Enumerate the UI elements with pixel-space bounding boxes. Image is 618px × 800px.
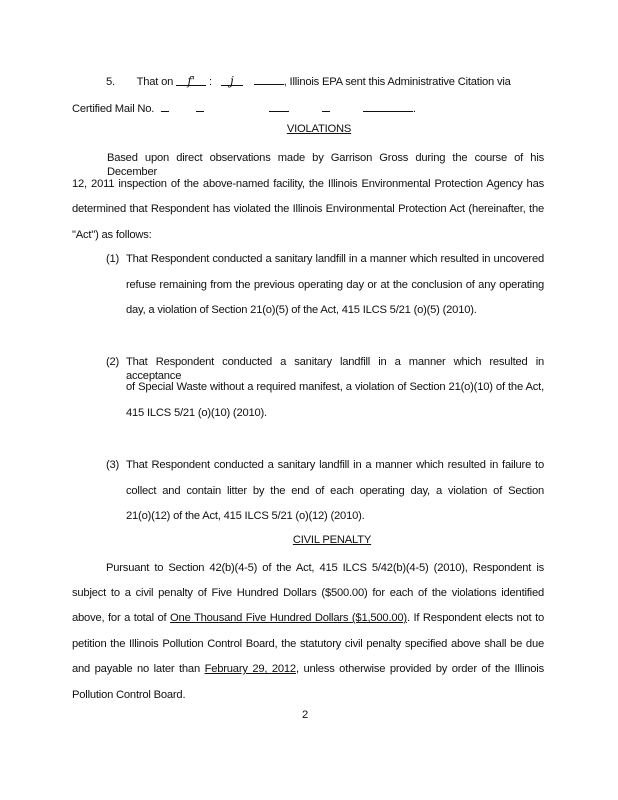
certified-mail-label: Certified Mail No. bbox=[72, 103, 155, 115]
civil-penalty-line-3-pre: above, for a total of bbox=[72, 612, 167, 624]
violation-3-line-1: That Respondent conducted a sanitary landfill in a manner which resulted in failure to bbox=[126, 459, 544, 471]
date-separator: : bbox=[208, 76, 212, 88]
violation-3-line-3: 21(o)(12) of the Act, 415 ILCS 5/21 (o)(12) (2010). bbox=[126, 510, 365, 522]
date-blank-2 bbox=[221, 74, 243, 86]
that-on-text: That on bbox=[136, 76, 174, 88]
handwritten-date-1: f' bbox=[187, 74, 195, 88]
after-date-text: , Illinois EPA sent this Administrative Citation via bbox=[283, 76, 511, 88]
certified-number-blank-2 bbox=[196, 100, 204, 112]
violation-1-line-2: refuse remaining from the previous operating day or at the conclusion of any operating bbox=[126, 279, 544, 291]
violation-2-label: (2) bbox=[106, 356, 120, 368]
violations-intro-line-4: "Act") as follows: bbox=[72, 229, 152, 241]
violation-3-line-2: collect and contain litter by the end of each operating day, a violation of Section bbox=[126, 485, 544, 497]
civil-penalty-heading: CIVIL PENALTY bbox=[292, 534, 372, 546]
certified-number-blank-1 bbox=[161, 100, 169, 112]
handwritten-date-2: j bbox=[230, 74, 234, 88]
certified-number-handwriting bbox=[269, 100, 289, 112]
civil-penalty-line-3 bbox=[72, 611, 544, 625]
violation-2-line-3: 415 ILCS 5/21 (o)(10) (2010). bbox=[126, 407, 267, 419]
civil-penalty-line-4: petition the Illinois Pollution Control Board, the statutory civil penalty specified above shall be due bbox=[72, 638, 544, 650]
civil-penalty-line-1: Pursuant to Section 42(b)(4-5) of the Act, 415 ILCS 5/42(b)(4-5) (2010), Respondent is bbox=[106, 562, 544, 574]
violation-1-line-3: day, a violation of Section 21(o)(5) of the Act, 415 ILCS 5/21 (o)(5) (2010). bbox=[126, 304, 477, 316]
paragraph-5-line-1 bbox=[106, 73, 546, 89]
violations-intro-line-1: Based upon direct observations made by Garrison Gross during the course of his December bbox=[107, 152, 544, 178]
civil-penalty-line-5 bbox=[72, 662, 544, 676]
violations-intro-line-2: 12, 2011 inspection of the above-named facility, the Illinois Environmental Protection Agency has bbox=[72, 178, 544, 190]
violations-heading: VIOLATIONS bbox=[286, 123, 352, 135]
date-blank-3 bbox=[254, 73, 284, 85]
civil-penalty-line-5-pre: and payable no later than bbox=[72, 663, 200, 675]
violation-1-label: (1) bbox=[106, 253, 120, 265]
civil-penalty-due-date: February 29, 2012 bbox=[204, 663, 296, 675]
civil-penalty-line-5-post: , unless otherwise provided by order of the Illinois bbox=[295, 663, 544, 675]
civil-penalty-line-2: subject to a civil penalty of Five Hundred Dollars ($500.00) for each of the violations identified bbox=[72, 587, 544, 599]
date-blank-1 bbox=[176, 74, 206, 86]
violation-3-label: (3) bbox=[106, 459, 120, 471]
certified-end-punct: . bbox=[412, 103, 416, 115]
civil-penalty-line-6: Pollution Control Board. bbox=[72, 689, 186, 701]
paragraph-number: 5. bbox=[106, 76, 115, 88]
civil-penalty-total: One Thousand Five Hundred Dollars ($1,500.00) bbox=[170, 612, 407, 624]
violation-1-line-1: That Respondent conducted a sanitary landfill in a manner which resulted in uncovered bbox=[126, 253, 544, 265]
paragraph-5-line-2 bbox=[72, 100, 492, 116]
certified-number-blank-4 bbox=[363, 100, 413, 112]
page-number: 2 bbox=[302, 709, 309, 721]
certified-number-blank-3 bbox=[322, 100, 330, 112]
violation-2-line-1: That Respondent conducted a sanitary landfill in a manner which resulted in acceptance bbox=[126, 356, 544, 382]
violation-2-line-2: of Special Waste without a required manifest, a violation of Section 21(o)(10) of the Act, bbox=[126, 381, 544, 393]
violations-intro-line-3: determined that Respondent has violated the Illinois Environmental Protection Act (hereinafter, the bbox=[72, 203, 544, 215]
civil-penalty-line-3-post: . If Respondent elects not to bbox=[406, 612, 544, 624]
